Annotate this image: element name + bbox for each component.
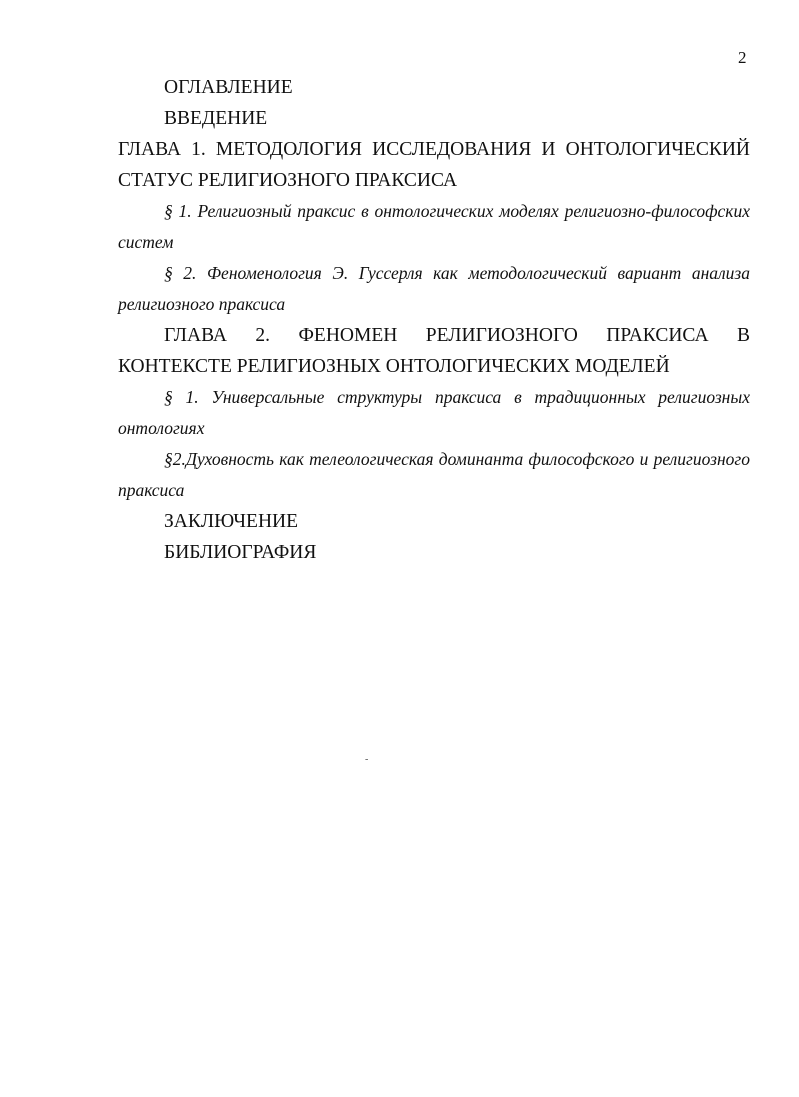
stray-mark: -: [365, 754, 369, 765]
toc-conclusion: ЗАКЛЮЧЕНИЕ: [164, 511, 299, 532]
page-number: 2: [738, 48, 747, 67]
toc-bibliography: БИБЛИОГРАФИЯ: [164, 542, 317, 563]
toc-introduction: ВВЕДЕНИЕ: [164, 108, 268, 129]
toc-heading: ОГЛАВЛЕНИЕ: [164, 77, 293, 98]
toc-chapter-1-section-1: § 1. Религиозный праксис в онтологических моделях религиозно-философских систем: [118, 201, 750, 252]
table-of-contents: [118, 72, 750, 568]
toc-chapter-2-section-1: § 1. Универсальные структуры праксиса в традиционных религиозных онтологиях: [118, 387, 750, 438]
toc-chapter-2-title: ГЛАВА 2. ФЕНОМЕН РЕЛИГИОЗНОГО ПРАКСИСА В КОНТЕКСТЕ РЕЛИГИОЗНЫХ ОНТОЛОГИЧЕСКИХ МОДЕЛЕЙ: [118, 325, 750, 377]
toc-chapter-1-title: ГЛАВА 1. МЕТОДОЛОГИЯ ИССЛЕДОВАНИЯ И ОНТОЛОГИЧЕСКИЙ СТАТУС РЕЛИГИОЗНОГО ПРАКСИСА: [118, 139, 750, 191]
toc-chapter-1-section-2: § 2. Феноменология Э. Гуссерля как методологический вариант анализа религиозного праксиса: [118, 263, 750, 314]
toc-chapter-2-section-2: §2.Духовность как телеологическая доминанта философского и религиозного праксиса: [118, 449, 750, 500]
